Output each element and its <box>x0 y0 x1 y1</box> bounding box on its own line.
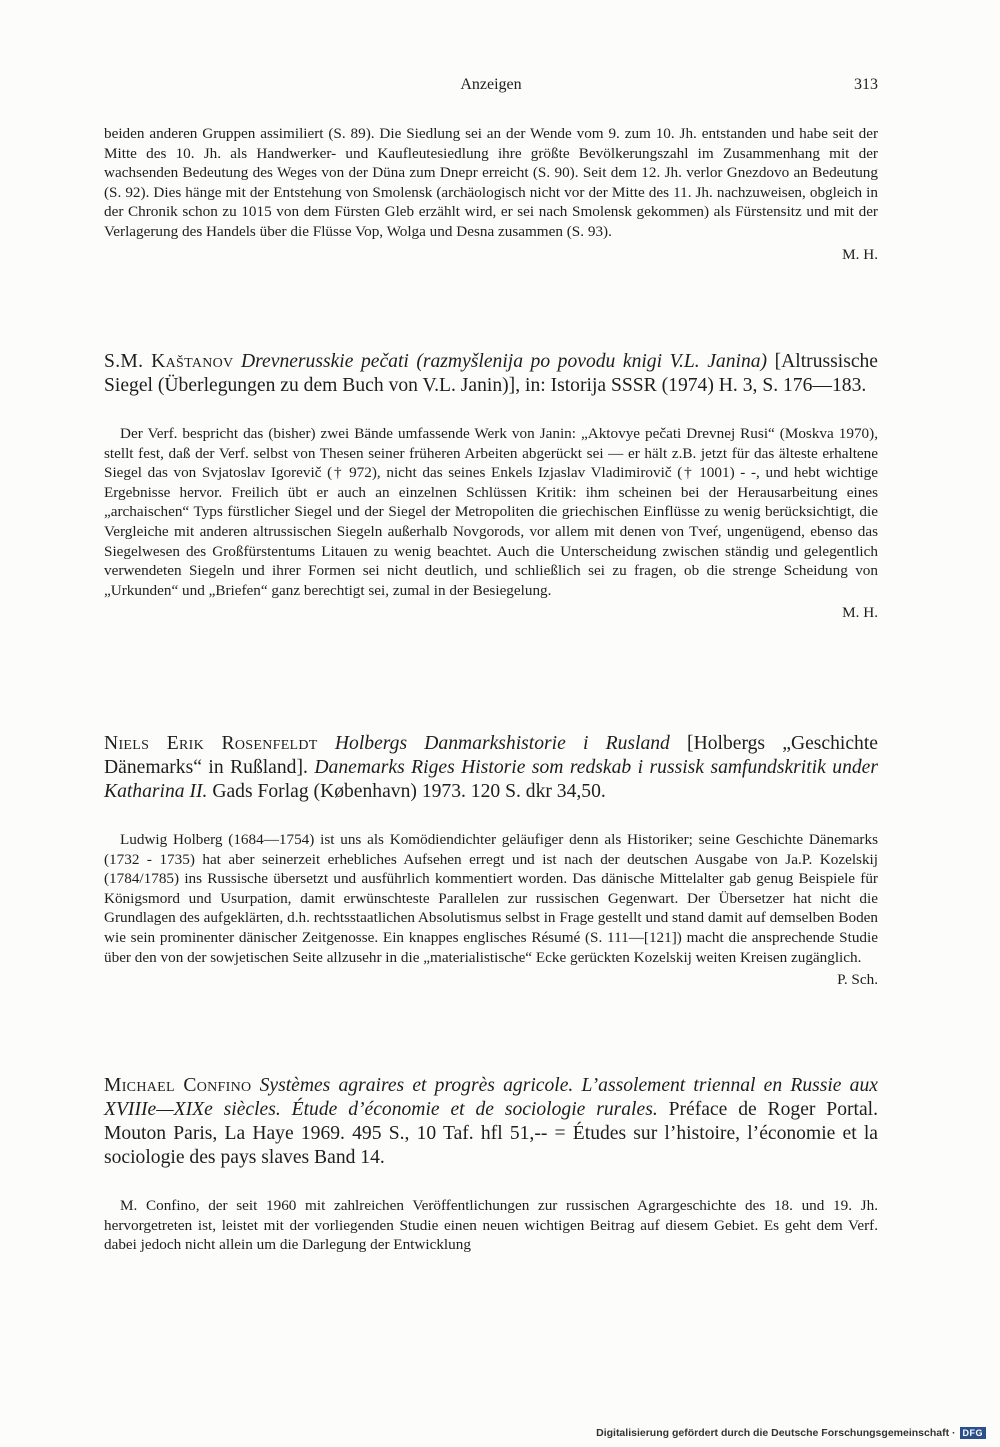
work-subtitle: Danemarks Riges Historie som redskab i russisk samfundskritik under Katharina II. <box>104 757 878 802</box>
work-title: Systèmes agraires et progrès agricole. L’assolement triennal en Russie aux XVIIIe—XIXe siècles. Étude d’économie et de sociologie rurales. <box>104 1075 878 1120</box>
digitization-footer <box>596 1424 986 1442</box>
review-continuation <box>104 124 878 264</box>
bibliographic-heading <box>104 350 878 398</box>
work-title: Holbergs Danmarkshistorie i Rusland <box>334 733 670 754</box>
heading-details: Préface de Roger Portal. Mouton Paris, La Haye 1969. 495 S., 10 Taf. hfl 51,-- = Études sur l’histoire, l’économie et la sociologie des pays slaves Band 14. <box>104 1099 878 1168</box>
review-rosenfeldt <box>104 732 878 989</box>
review-signature: M. H. <box>842 604 878 622</box>
heading-details: [Altrussische Siegel (Überlegungen zu dem Buch von V.L. Janin)], in: Istorija SSSR (1974) H. 3, S. 176—183. <box>104 351 879 396</box>
review-signature: P. Sch. <box>837 971 878 989</box>
heading-translation: [Holbergs „Geschichte Dänemarks“ in Rußland]. <box>104 733 878 778</box>
review-body: beiden anderen Gruppen assimiliert (S. 89). Die Siedlung sei an der Wende vom 9. zum 10. Jh. entstanden und habe seit der Mitte des 10. Jh. als Handwerker- und Kaufleutesiedlung ihre größte Bevölkerungszahl im Zusammenhang mit der wachsenden Bedeutung des Weges von der Düna zum Dnepr erreicht (S. 90). Seit dem 12. Jh. verlor Gnezdovo an Bedeutung (S. 92). Dies hänge mit der Entstehung von Smolensk (archäologisch nicht vor der Mitte des 11. Jh. nachzuweisen, obgleich in der Chronik schon zu 1015 von dem Fürsten Gleb erzählt wird, er sei nach Smolensk gekommen) als Fürstensitz und mit der Verlagerung des Handels über die Flüsse Vop, Wolga und Desna zusammen (S. 93). <box>104 125 878 240</box>
review-body: Ludwig Holberg (1684—1754) ist uns als Komödiendichter geläufiger denn als Historiker; seine Geschichte Dänemarks (1732 - 1735) hat aber seinerzeit erhebliches Aufsehen erregt und ist nach der deutschen Ausgabe von Ja.P. Kozelskij (1784/1785) ins Russische übersetzt und ausführlich kommentiert worden. Das dänische Mittelalter gab genug Beispiele für Königsmord und Usurpation, damit erwünschteste Parallelen zur russischen Gegenwart. Der Übersetzer hat nicht die Grundlagen des aufgeklärten, d.h. rechtsstaatlichen Absolutismus selbst in Frage gestellt und stand damit auf demselben Boden wie sein prominenter dänischer Zeitgenosse. Ein knappes englisches Résumé (S. 111—[121]) macht die ansprechende Studie über den von der sowjetischen Seite allzusehr in die „materialistische“ Ecke gerückten Kozelskij weiten Kreisen zugänglich. <box>104 831 878 966</box>
heading-details: Gads Forlag (København) 1973. 120 S. dkr 34,50. <box>207 781 606 802</box>
header-title: Anzeigen <box>460 76 522 93</box>
author-name: S.M. Kaštanov <box>104 351 234 372</box>
author-name: Niels Erik Rosenfeldt <box>104 733 318 754</box>
running-header <box>104 76 878 98</box>
author-name: Michael Confino <box>104 1075 252 1096</box>
review-body: M. Confino, der seit 1960 mit zahlreichen Veröffentlichungen zur russischen Agrargeschichte des 18. und 19. Jh. hervorgetreten ist, leistet mit der vorliegenden Studie einen neuen wichtigen Beitrag auf diesem Gebiet. Es geht dem Verf. dabei jedoch nicht allein um die Darlegung der Entwicklung <box>104 1197 878 1254</box>
footer-text: Digitalisierung gefördert durch die Deutsche Forschungsgemeinschaft · <box>596 1427 956 1439</box>
review-kastanov <box>104 350 878 622</box>
review-signature: M. H. <box>842 245 878 263</box>
dfg-logo: DFG <box>960 1427 987 1439</box>
bibliographic-heading <box>104 1074 878 1170</box>
page-number: 313 <box>854 76 878 93</box>
review-body: Der Verf. bespricht das (bisher) zwei Bände umfassende Werk von Janin: „Aktovye pečati Drevnej Rusi“ (Moskva 1970), stellt fest, daß der Verf. selbst von Thesen seiner früheren Arbeiten abgerückt sei — er hält z.B. jetzt für das älteste erhaltene Siegel das von Svjatoslav Igorevič († 972), nicht das seines Enkels Izjaslav Vladimirovič († 1001) - -, und hebt wichtige Ergebnisse hervor. Freilich übt er auch an einzelnen Schlüssen Kritik: ihm scheinen bei der Herausarbeitung eines „archaischen“ Typs fürstlicher Siegel und der Siegel der Metropoliten die griechischen Einflüsse zu wenig berücksichtigt, die Vergleiche mit anderen altrussischen Siegeln außerhalb Novgorods, vor allem mit denen von Tveŕ, ungenügend, ebenso das Siegelwesen des Großfürstentums Litauen zu wenig beachtet. Auch die Unterscheidung zwischen ständig und gelegentlich verwendeten Siegeln und ihrer Formen sei nicht deutlich, und schließlich sei zu fragen, ob die strenge Scheidung von „Urkunden“ und „Briefen“ ganz berechtigt sei, zumal in der Besiegelung. <box>104 425 878 599</box>
review-confino <box>104 1074 878 1255</box>
work-title: Drevnerusskie pečati (razmyšlenija po povodu knigi V.L. Janina) <box>241 351 768 372</box>
bibliographic-heading <box>104 732 878 804</box>
